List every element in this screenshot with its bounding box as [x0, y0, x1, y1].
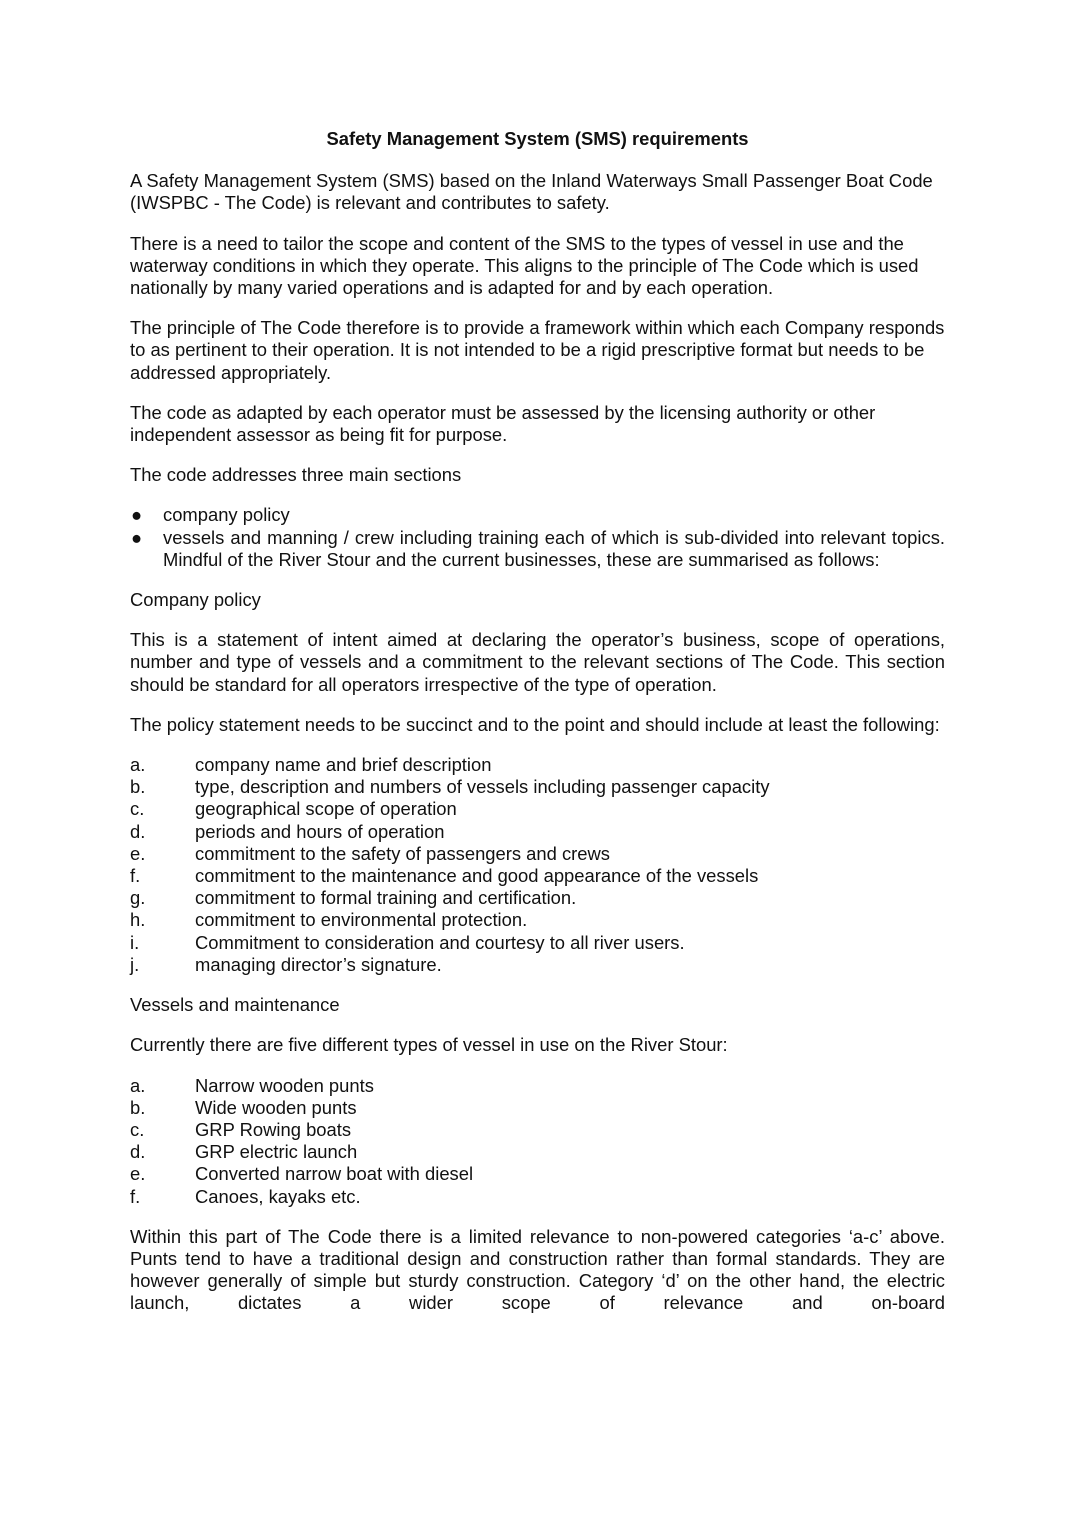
main-sections-list	[130, 504, 945, 571]
list-item-text: commitment to environmental protection.	[195, 909, 528, 931]
list-item-text: managing director’s signature.	[195, 953, 442, 975]
list-item-text: Converted narrow boat with diesel	[195, 1163, 474, 1185]
list-item	[130, 865, 945, 887]
list-item	[130, 954, 945, 976]
vessel-types-list	[130, 1075, 945, 1208]
list-marker: i.	[130, 931, 140, 953]
list-marker: a.	[130, 754, 146, 776]
document-page	[130, 128, 945, 1315]
company-policy-paragraph-2: The policy statement needs to be succinct and to the point and should include at least the following:	[130, 713, 940, 735]
list-item-text: GRP electric launch	[195, 1141, 358, 1163]
list-marker: c.	[130, 1118, 145, 1140]
list-item	[130, 527, 945, 571]
list-marker: f.	[130, 865, 141, 887]
list-item-text: Commitment to consideration and courtesy to all river users.	[195, 931, 685, 953]
list-marker: d.	[130, 820, 146, 842]
list-marker: h.	[130, 909, 146, 931]
list-item	[130, 798, 945, 820]
intro-paragraph-5: The code addresses three main sections	[130, 464, 462, 486]
list-marker: b.	[130, 776, 146, 798]
intro-paragraph-2: There is a need to tailor the scope and content of the SMS to the types of vessel in use and the waterway conditions in which they operate. This aligns to the principle of The Code which is used nationally by many varied operations and is adapted for and by each operation.	[130, 232, 919, 299]
list-marker: e.	[130, 842, 146, 864]
list-item-text: commitment to formal training and certification.	[195, 887, 577, 909]
list-item-text: Canoes, kayaks etc.	[195, 1185, 361, 1207]
list-item	[130, 504, 945, 526]
company-policy-paragraph-1: This is a statement of intent aimed at declaring the operator’s business, scope of operations, number and type of vessels and a commitment to the relevant sections of The Code. This section should be standard for all operators irrespective of the type of operation.	[130, 629, 945, 695]
list-item-text: type, description and numbers of vessels including passenger capacity	[195, 776, 770, 798]
list-marker: g.	[130, 887, 146, 909]
list-item-text: commitment to the maintenance and good appearance of the vessels	[195, 865, 759, 887]
document-title: Safety Management System (SMS) requirements	[326, 128, 749, 149]
list-item	[130, 1097, 945, 1119]
list-marker: d.	[130, 1141, 146, 1163]
list-item	[130, 1119, 945, 1141]
list-item-text: commitment to the safety of passengers and crews	[195, 842, 611, 864]
intro-paragraph-3: The principle of The Code therefore is to provide a framework within which each Company responds to as pertinent to their operation. It is not intended to be a rigid prescriptive format but needs to be addressed appropriately.	[130, 317, 945, 383]
list-item-text: Narrow wooden punts	[195, 1074, 374, 1096]
policy-requirements-list	[130, 754, 945, 976]
list-marker: f.	[130, 1185, 141, 1207]
list-item-text: vessels and manning / crew including training each of which is sub-divided into relevant topics. Mindful of the River Stour and the current businesses, these are summarised as follows:	[163, 526, 945, 570]
list-item	[130, 1163, 945, 1185]
list-item-text: periods and hours of operation	[195, 820, 445, 842]
list-marker: b.	[130, 1096, 146, 1118]
list-item	[130, 887, 945, 909]
section-heading-vessels: Vessels and maintenance	[130, 994, 340, 1016]
list-marker: a.	[130, 1074, 146, 1096]
section-heading-company-policy: Company policy	[130, 589, 261, 611]
intro-paragraph-4: The code as adapted by each operator must be assessed by the licensing authority or other independent assessor as being fit for purpose.	[130, 401, 876, 446]
list-marker: c.	[130, 798, 145, 820]
list-item-text: company name and brief description	[195, 754, 492, 776]
list-item	[130, 1186, 945, 1208]
list-item	[130, 754, 945, 776]
list-item	[130, 932, 945, 954]
list-item	[130, 909, 945, 931]
list-item	[130, 821, 945, 843]
list-item-text: Wide wooden punts	[195, 1096, 357, 1118]
list-item-text: company policy	[163, 504, 290, 526]
vessels-closing-paragraph: Within this part of The Code there is a limited relevance to non-powered categories ‘a-c’ above. Punts tend to have a traditional design and construction rather than formal standards. They are however generally of simple but sturdy construction. Category ‘d’ on the other hand, the electric launch, dictates a wider scope of relevance and on-board	[130, 1225, 945, 1314]
list-item	[130, 776, 945, 798]
list-marker: j.	[130, 953, 140, 975]
list-item	[130, 1075, 945, 1097]
list-item	[130, 1141, 945, 1163]
vessels-intro: Currently there are five different types of vessel in use on the River Stour:	[130, 1034, 728, 1056]
list-item-text: geographical scope of operation	[195, 798, 457, 820]
intro-paragraph-1: A Safety Management System (SMS) based on the Inland Waterways Small Passenger Boat Code (IWSPBC - The Code) is relevant and contributes to safety.	[130, 170, 933, 214]
list-item	[130, 843, 945, 865]
list-marker: e.	[130, 1163, 146, 1185]
bullet-icon: ●	[131, 526, 143, 548]
bullet-icon: ●	[131, 504, 143, 526]
list-item-text: GRP Rowing boats	[195, 1118, 352, 1140]
